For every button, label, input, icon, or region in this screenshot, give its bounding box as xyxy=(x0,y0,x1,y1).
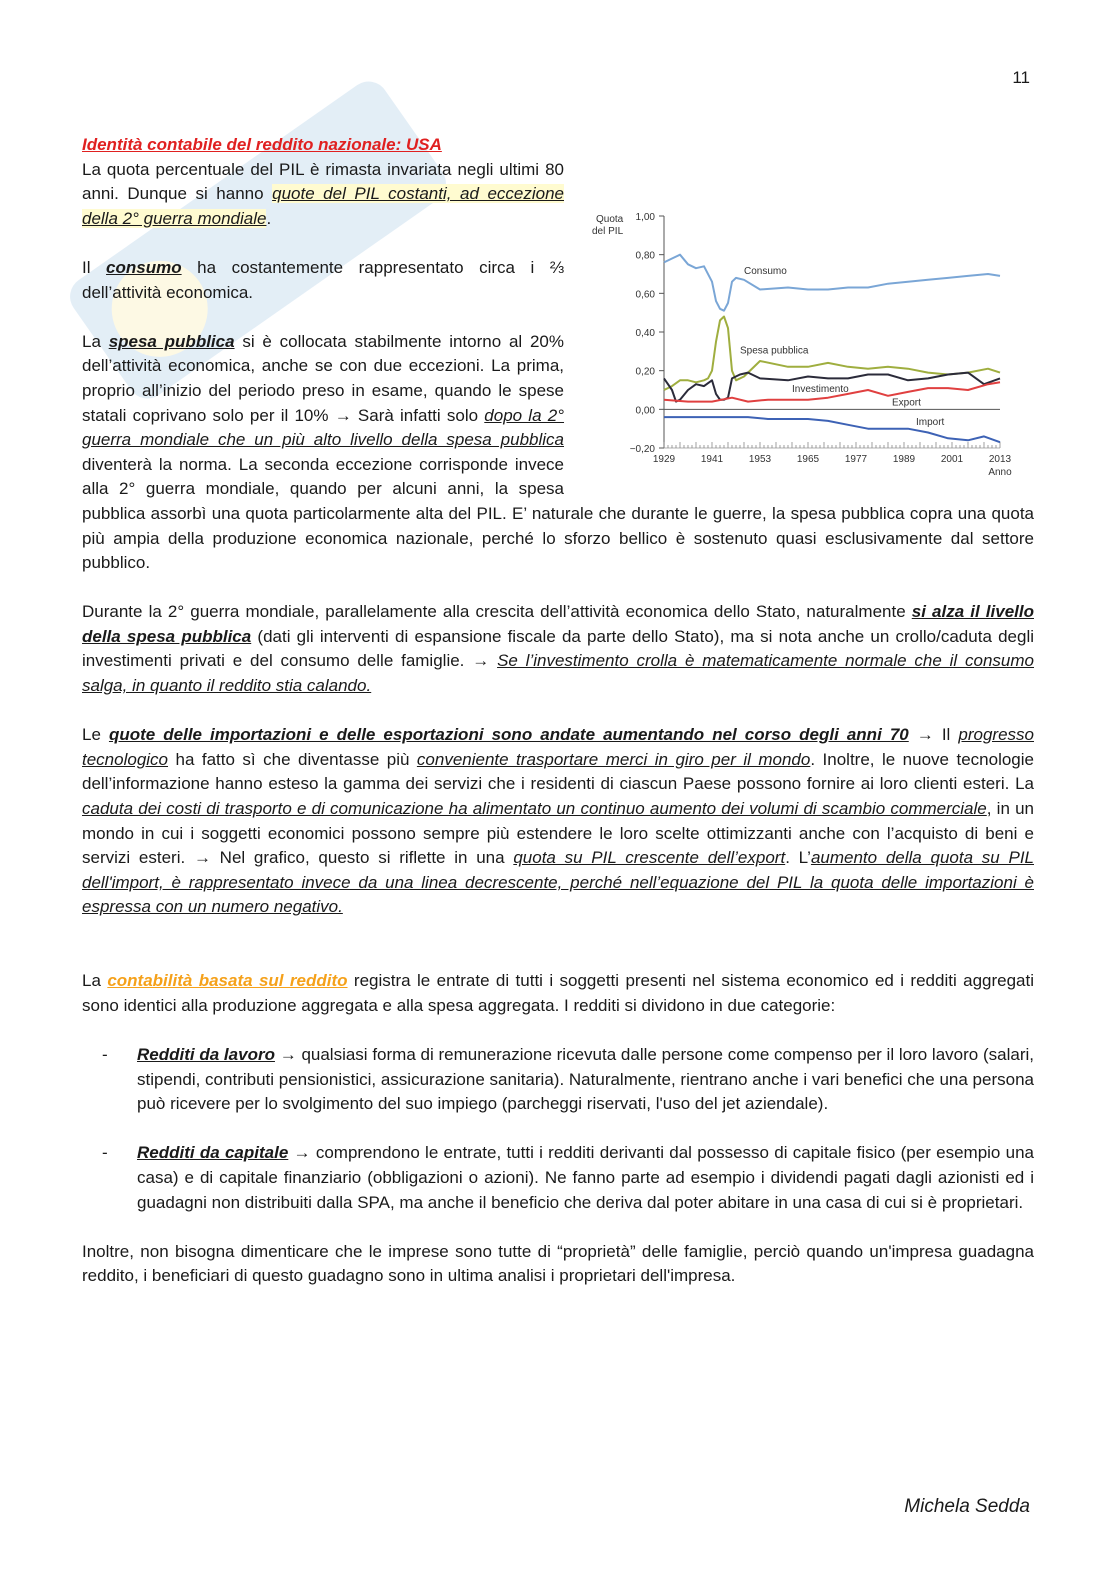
list-item: - Redditi da lavoro → qualsiasi forma di remunerazione ricevuta dalle persone come compenso per il loro lavoro (salari, stipendi, contributi pensionistici, assicurazione sanitaria). Naturalmente, rientrano anche i vari benefici che una persona può ricevere per lo svolgimento del suo impiego (parcheggi riservati, l'uso del jet aziendale). xyxy=(82,1043,1034,1117)
y-tick-label: −0,20 xyxy=(629,443,655,455)
y-axis-label: del PIL xyxy=(592,225,624,237)
page-number: 11 xyxy=(1012,68,1030,87)
x-tick-label: 1941 xyxy=(700,453,724,465)
term-consumo: consumo xyxy=(106,257,182,277)
y-axis-label: Quota xyxy=(596,213,624,225)
y-tick-label: 0,00 xyxy=(635,404,655,416)
paragraph-guerra-mondiale: Durante la 2° guerra mondiale, parallelamente alla crescita dell’attività economica dello Stato, naturalmente si alza il livello della spesa pubblica (dati gli interventi di espansione fiscale da parte dello Stato), ma si nota anche un crollo/caduta degli investimenti privati e del consumo delle famiglie. → Se l’investimento crolla è matematicamente normale che il consumo salga, in quanto il reddito stia calando. xyxy=(82,602,1034,696)
term-spesa-pubblica: spesa pubblica xyxy=(108,331,235,351)
term-contabilita-reddito: contabilità basata sul reddito xyxy=(107,971,348,991)
section-title-usa: Identità contabile del reddito nazionale: USA xyxy=(82,135,442,154)
y-tick-label: 1,00 xyxy=(635,211,655,223)
series-label-export: Export xyxy=(892,397,921,409)
highlight-quote-costanti: quote del PIL costanti, ad eccezione della 2° guerra mondiale xyxy=(82,184,564,228)
page-content xyxy=(82,133,1034,1289)
paragraph-spesa-pubblica: La spesa pubblica si è collocata stabilmente intorno al 20% dell’attività economica, anche se con due eccezioni. La prima, proprio all’inizio del periodo preso in esame, quando le spese statali coprivano solo per il 10% → Sarà infatti solo dopo la 2° guerra mondiale che un più alto livello della spesa pubblica diventerà la norma. La seconda eccezione corrisponde invece alla 2° guerra mondiale, quando per alcuni anni, la spesa pubblica assorbì una quota particolarmente alta del PIL. E’ naturale che durante le guerre, la spesa pubblica copra una quota più ampia della produzione economica nazionale, perché lo sforzo bellico è sostenuto quasi esclusivamente dal settore pubblico. xyxy=(82,331,1034,573)
paragraph-pil-quota: La quota percentuale del PIL è rimasta invariata negli ultimi 80 anni. Dunque si hanno quote del PIL costanti, ad eccezione della 2° guerra mondiale. xyxy=(82,159,564,228)
x-tick-label: 1953 xyxy=(748,453,772,465)
paragraph-contabilita-reddito: La contabilità basata sul reddito registra le entrate di tutti i soggetti presenti nel sistema economico ed i redditi aggregati sono identici alla produzione aggregata e alla spesa aggregata. I redditi si dividono in due categorie: xyxy=(82,971,1034,1015)
gdp-share-chart xyxy=(582,188,1034,478)
series-label-consumo: Consumo xyxy=(744,265,787,277)
series-label-spesa-pubblica: Spesa pubblica xyxy=(740,344,809,356)
series-label-investimento: Investimento xyxy=(792,383,849,395)
paragraph-closing: Inoltre, non bisogna dimenticare che le imprese sono tutte di “proprietà” delle famiglie, perciò quando un'impresa guadagna reddito, i beneficiari di questo guadagno sono in ultima analisi i proprietari dell'impresa. xyxy=(82,1241,1034,1286)
y-tick-label: 0,80 xyxy=(635,250,655,262)
x-tick-label: 1989 xyxy=(892,453,916,465)
author-signature: Michela Sedda xyxy=(904,1496,1030,1517)
x-axis-label: Anno xyxy=(988,466,1012,478)
y-tick-label: 0,20 xyxy=(635,366,655,378)
paragraph-consumo: Il consumo ha costantemente rappresentato circa i ⅔ dell’attività economica. xyxy=(82,257,564,302)
series-label-import: Import xyxy=(916,416,945,428)
x-tick-label: 1929 xyxy=(652,453,676,465)
x-tick-label: 1977 xyxy=(844,453,868,465)
y-tick-label: 0,60 xyxy=(635,288,655,300)
paragraph-import-export: Le quote delle importazioni e delle esportazioni sono andate aumentando nel corso degli anni 70 → Il progresso tecnologico ha fatto sì che diventasse più conveniente trasportare merci in giro per il mondo. Inoltre, le nuove tecnologie dell’informazione hanno esteso la gamma dei servizi che i residenti di ciascun Paese possono fornire ai loro clienti esteri. La caduta dei costi di trasporto e di comunicazione ha alimentato un continuo aumento dei volumi di scambio commerciale, in un mondo in cui i soggetti economici possono sempre più estendere le loro scelte ottimizzanti anche con l’acquisto di beni e servizi esteri. → Nel grafico, questo si riflette in una quota su PIL crescente dell’export. L’aumento della quota su PIL dell'import, è rappresentato invece da una linea decrescente, perché nell’equazione del PIL la quota delle importazioni è espressa con un numero negativo. xyxy=(82,725,1034,917)
term-redditi-capitale: Redditi da capitale xyxy=(137,1143,289,1163)
term-redditi-lavoro: Redditi da lavoro xyxy=(137,1044,275,1064)
income-categories-list xyxy=(82,1043,1034,1215)
y-tick-label: 0,40 xyxy=(635,327,655,339)
series-line-import xyxy=(664,417,1000,442)
list-item: - Redditi da capitale → comprendono le entrate, tutti i redditi derivanti dal possesso di capitale fisico (per esempio una casa) e di capitale finanziario (obbligazioni o azioni). Ne fanno parte ad esempio i dividendi pagati dagli azionisti ed i guadagni non distribuiti dalla SPA, ma anche il beneficio che deriva dal poter abitare in una casa di cui si è proprietari. xyxy=(82,1141,1034,1215)
x-tick-label: 1965 xyxy=(796,453,820,465)
series-line-consumo xyxy=(664,254,1000,310)
x-tick-label: 2001 xyxy=(940,453,964,465)
x-tick-label: 2013 xyxy=(988,453,1012,465)
